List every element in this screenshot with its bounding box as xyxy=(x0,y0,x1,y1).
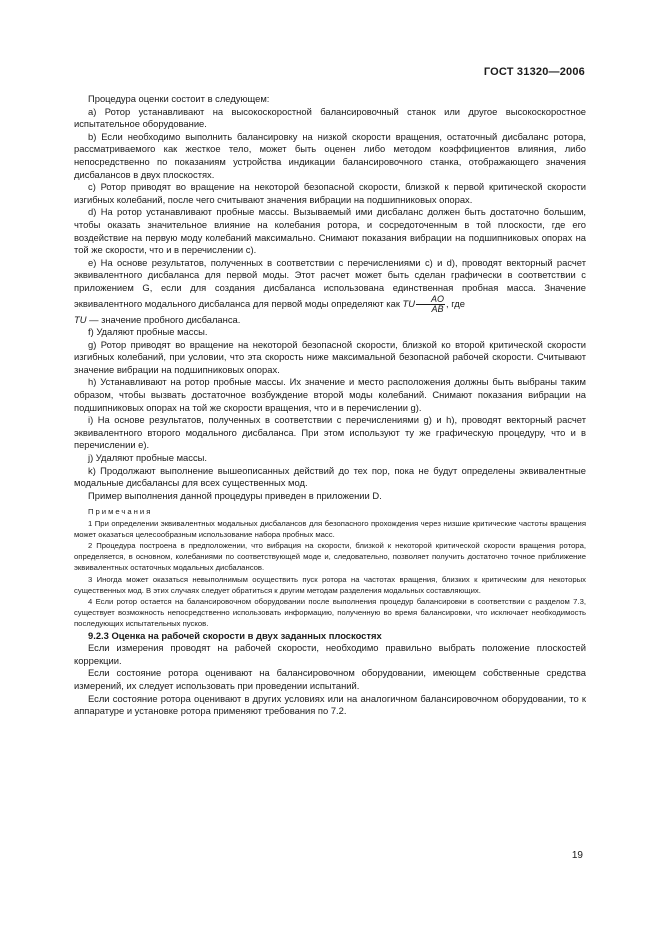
example-paragraph: Пример выполнения данной процедуры приведен в приложении D. xyxy=(88,489,382,501)
item-i: i) На основе результатов, полученных в соответствии с перечислениями g) и h), проводят векторный расчет эквивалентного второго модального дисбаланса. При этом используют ту же графическую процедуру, что и в перечислении e). xyxy=(74,414,586,451)
item-d: d) На ротор устанавливают пробные массы. Вызываемый ими дисбаланс должен быть достаточно большим, чтобы оказать значительное влияние на колебания ротора, и сосредоточенным в той плоскости, где его воздействие на первую моду колебаний максимально. Снимают показания вибрации на подшипниковых опорах на той же скорости, что и в перечислении c). xyxy=(74,206,586,256)
formula-fraction xyxy=(416,295,445,314)
item-e-text: e) На основе результатов, полученных в соответствии с перечислениями c) и d), проводят векторный расчет эквивалентного дисбаланса для первой моды. Этот расчет может быть сделан графически в соответствии с приложением G, если для создания дисбаланса использована единственная пробная масса. Значение эквивалентного модального дисбаланса для первой моды определяют как xyxy=(74,256,586,309)
item-f: f) Удаляют пробные массы. xyxy=(88,326,208,338)
tu-definition-text: — значение пробного дисбаланса. xyxy=(86,313,241,325)
item-j: j) Удаляют пробные массы. xyxy=(88,452,207,464)
fraction-denominator: AB xyxy=(431,303,444,314)
fraction-numerator: AO xyxy=(416,295,445,305)
item-g: g) Ротор приводят во вращение на некоторой безопасной скорости, близкой ко второй критической скорости изгибных колебаний, при условии, что эта скорость ниже максимальной безопасной рабочей скорости. Считывают значение вибрации на подшипниковых опорах. xyxy=(74,338,586,375)
item-h: h) Устанавливают на ротор пробные массы. Их значение и место расположения должны быть выбраны таким образом, чтобы вызвать достаточное возбуждение второй моды колебаний. Снимают показания вибрации на подшипниковых опорах на той же скорости вращения, что и в перечислении g). xyxy=(74,376,586,413)
note-4: 4 Если ротор остается на балансировочном оборудовании после выполнения процедур балансировки в соответствии с разделом 7.3, существует возможность непосредственно использовать информацию, полученную во время балансировки, что исключает необходимость последующих испытательных пусков. xyxy=(74,597,586,629)
note-1: 1 При определении эквивалентных модальных дисбалансов для безопасного прохождения через низшие критические частоты вращения может оказаться целесообразным использование набора пробных масс. xyxy=(74,518,586,539)
tu-definition xyxy=(74,314,586,327)
tu-symbol: TU xyxy=(74,313,87,325)
page-number: 19 xyxy=(571,850,583,861)
note-2: 2 Процедура построена в предположении, что вибрация на скорости, близкой к некоторой критической скорости вращения ротора, определяется, в основном, колебаниями по соответствующей моде и, следовательно, позволяет получить достаточно точное приближение эквивалентных остаточных модальных дисбалансов. xyxy=(74,541,586,573)
item-k: k) Продолжают выполнение вышеописанных действий до тех пор, пока не будут определены эквивалентные модальные дисбалансы для всех существенных мод. xyxy=(74,464,586,489)
document-header: ГОСТ 31320—2006 xyxy=(483,66,585,78)
item-a: a) Ротор устанавливают на высокоскоростной балансировочный станок или другое высокоскоростное испытательное оборудование. xyxy=(74,105,586,130)
note-3: 3 Иногда может оказаться невыполнимым осуществить пуск ротора на частотах вращения, близких к критическим для некоторых существенных мод. В этих случаях следует обратиться к другим методам разделения модальных составляющих. xyxy=(74,574,586,595)
item-b: b) Если необходимо выполнить балансировку на низкой скорости вращения, остаточный дисбаланс ротора, рассматриваемого как жесткое тело, может быть оценен либо методом коэффициентов влияния, либо непосредственно по показаниям устройства индикации балансировочного станка, отображающего значения дисбалансов в двух плоскостях. xyxy=(74,130,586,180)
section-heading: 9.2.3 Оценка на рабочей скорости в двух заданных плоскостях xyxy=(88,629,382,641)
section-paragraph-3: Если состояние ротора оценивают в других условиях или на аналогичном балансировочном оборудовании, то к аппаратуре и установке ротора применяют требования по 7.2. xyxy=(74,692,586,717)
intro-paragraph: Процедура оценки состоит в следующем: xyxy=(88,93,270,104)
formula-tu: TU xyxy=(402,297,416,309)
item-e xyxy=(74,257,586,314)
section-paragraph-1: Если измерения проводят на рабочей скорости, необходимо правильно выбрать положение плоскостей коррекции. xyxy=(74,642,586,666)
notes-title: Примечания xyxy=(88,507,153,517)
formula-where: , где xyxy=(446,297,465,309)
page-content xyxy=(74,93,586,718)
notes-block xyxy=(74,506,586,629)
section-paragraph-2: Если состояние ротора оценивают на балансировочном оборудовании, имеющем собственные средства измерений, их следует использовать при проведении испытаний. xyxy=(74,667,586,692)
item-c: c) Ротор приводят во вращение на некоторой безопасной скорости, близкой к первой критической скорости изгибных колебаний, после чего считывают значения вибрации на подшипниковых опорах. xyxy=(74,181,586,205)
